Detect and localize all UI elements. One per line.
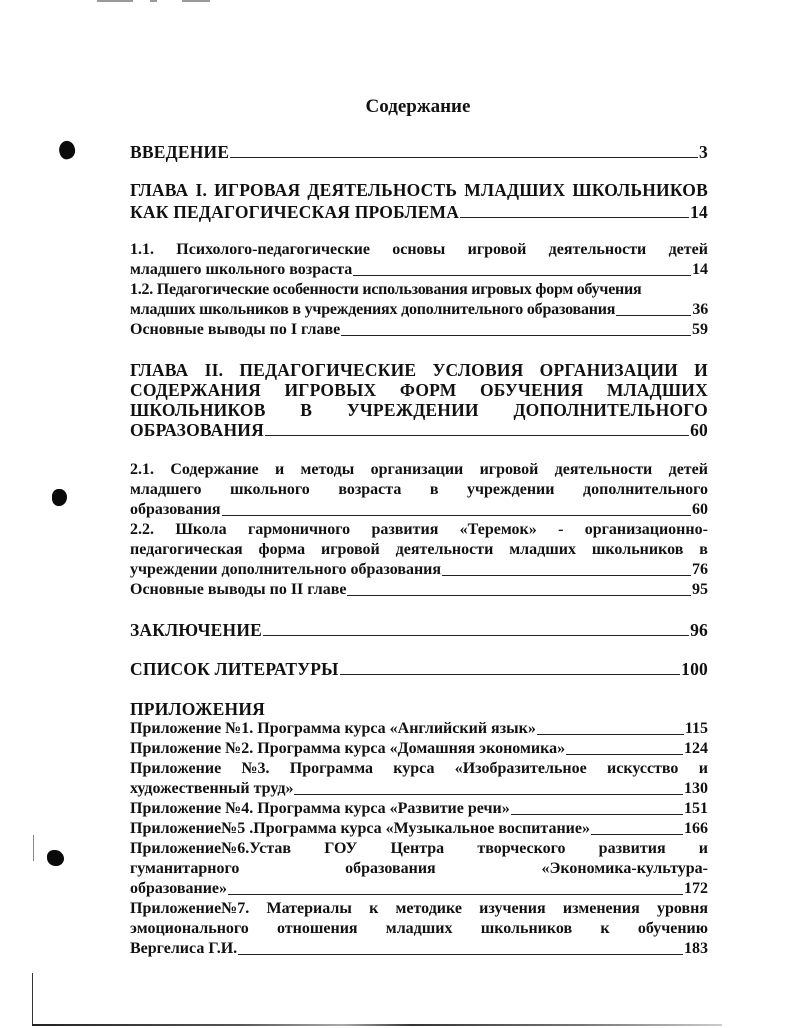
toc-section-2-2-line-1[interactable]	[130, 520, 708, 540]
toc-appendix-6-line-1[interactable]	[130, 839, 708, 859]
word: гуманитарного	[130, 860, 240, 877]
word: Школа	[175, 521, 227, 538]
page-number: 60	[690, 420, 708, 440]
toc-entry-text: ВВЕДЕНИЕ	[130, 142, 230, 162]
word: ФОРМ	[399, 380, 457, 400]
page-number: 96	[690, 620, 708, 640]
word: организационно-	[584, 521, 708, 538]
word: обучению	[637, 920, 708, 937]
word: И	[694, 360, 708, 380]
word: ШКОЛЬНИКОВ	[572, 180, 708, 200]
word: Программа	[289, 760, 373, 777]
toc-entry-text: ЗАКЛЮЧЕНИЕ	[130, 620, 263, 640]
page-number: 151	[684, 800, 708, 817]
word: ОРГАНИЗАЦИИ	[539, 360, 678, 380]
toc-appendix-3-line-1[interactable]	[130, 759, 708, 779]
page-number: 95	[692, 581, 708, 598]
toc-entry-text: художественный труд»	[130, 780, 294, 797]
page-number: 14	[692, 261, 708, 278]
page-number: 183	[684, 940, 708, 957]
leader-line	[263, 634, 689, 636]
toc-chapter-2-line-3[interactable]	[130, 400, 708, 420]
page-number: 172	[684, 880, 708, 897]
toc-entry-text: 1.2. Педагогические особенности использования игровых форм обучения	[130, 281, 642, 298]
hole-punch-mark-3	[47, 850, 64, 866]
word: и	[274, 461, 285, 478]
toc-entry-text: младшего школьного возраста	[130, 261, 353, 278]
toc-entry-text: образование»	[130, 880, 228, 897]
word: развития	[371, 521, 439, 538]
toc-chapter-2-line-2[interactable]	[130, 380, 708, 400]
toc-entry-text: Приложение №2. Программа курса «Домашняя экономика»	[130, 740, 566, 757]
toc-appendix-6-line-3[interactable]	[130, 879, 708, 899]
word: 1.1.	[130, 241, 154, 258]
leader-line	[347, 594, 691, 596]
toc-appendix-3-line-2[interactable]	[130, 779, 708, 799]
toc-section-2-1-line-2[interactable]	[130, 480, 708, 500]
word: школьного	[229, 481, 310, 498]
leader-line	[230, 156, 698, 158]
toc-entry-text: Основные выводы по II главе	[130, 581, 347, 598]
toc-entry-text: учреждении дополнительного образования	[130, 561, 442, 578]
word: младших	[509, 541, 576, 558]
word: ГЛАВА	[130, 180, 189, 200]
word: Содержание	[170, 461, 259, 478]
word: игровой	[479, 461, 539, 478]
word: Приложение№6.Устав	[130, 840, 292, 857]
leader-line	[591, 833, 683, 835]
word: Психолого-педагогические	[176, 241, 370, 258]
word: деятельности	[548, 241, 647, 258]
toc-section-1-1-line-2[interactable]	[130, 260, 708, 280]
toc-entry-references[interactable]	[130, 659, 708, 679]
word: гармоничного	[247, 521, 351, 538]
word: УСЛОВИЯ	[432, 360, 524, 380]
toc-entry-text: младших школьников в учреждениях дополнительного образования	[130, 301, 616, 318]
leader-line	[340, 673, 681, 675]
word: МЛАДШИХ	[464, 180, 566, 200]
word: и	[698, 840, 708, 857]
word: «Теремок»	[459, 521, 537, 538]
word: методике	[395, 900, 462, 917]
leader-line	[238, 953, 683, 955]
word: и	[698, 760, 708, 777]
word: I.	[195, 180, 208, 200]
word: детей	[668, 461, 708, 478]
word: Материалы	[266, 900, 352, 917]
page-number: 166	[684, 820, 708, 837]
toc-appendix-6-line-2[interactable]	[130, 859, 708, 879]
word: «Изобразительное	[454, 760, 587, 777]
word: игровой	[467, 241, 527, 258]
word: возраста	[338, 481, 402, 498]
word: МЛАДШИХ	[606, 380, 708, 400]
section-heading: ПРИЛОЖЕНИЯ	[130, 699, 265, 719]
scan-artifact-tick	[33, 835, 34, 861]
word: уровня	[656, 900, 708, 917]
word: эмоционального	[130, 920, 249, 937]
word: методы	[300, 461, 355, 478]
toc-entry-text: КАК ПЕДАГОГИЧЕСКАЯ ПРОБЛЕМА	[130, 202, 460, 222]
word: 2.1.	[130, 461, 154, 478]
word: СОДЕРЖАНИЯ	[130, 380, 261, 400]
word: УЧРЕЖДЕНИИ	[346, 400, 479, 420]
toc-appendix-4[interactable]	[130, 799, 708, 819]
toc-entry-intro[interactable]	[130, 142, 708, 162]
word: учреждении	[467, 481, 555, 498]
word: изучения	[479, 900, 546, 917]
word: младшего	[130, 481, 202, 498]
hole-punch-mark-1	[56, 139, 77, 161]
leader-line	[341, 334, 691, 336]
scan-artifact-top-2	[150, 0, 157, 2]
word: детей	[668, 241, 708, 258]
hole-punch-mark-2	[52, 489, 67, 506]
word: ШКОЛЬНИКОВ	[130, 400, 266, 420]
leader-line	[616, 314, 691, 316]
word: образования	[345, 860, 436, 877]
word: курса	[393, 760, 435, 777]
toc-chapter-2-conclusions[interactable]	[130, 580, 708, 600]
word: ИГРОВЫХ	[284, 380, 377, 400]
word: ОБУЧЕНИЯ	[479, 380, 584, 400]
leader-line	[460, 216, 689, 218]
leader-line	[442, 574, 691, 576]
toc-section-2-2-line-3[interactable]	[130, 560, 708, 580]
toc-entry-conclusion[interactable]	[130, 620, 708, 640]
leader-line	[265, 434, 689, 436]
page-number: 130	[684, 780, 708, 797]
toc-appendix-2[interactable]	[130, 739, 708, 759]
page-number: 59	[692, 321, 708, 338]
page-number: 36	[692, 301, 708, 318]
word: игровой	[321, 541, 380, 558]
toc-section-1-2-line-2[interactable]	[130, 300, 708, 320]
word: искусство	[607, 760, 679, 777]
toc-entry-text: Приложение№5 .Программа курса «Музыкальное воспитание»	[130, 820, 590, 837]
word: «Экономика-культура-	[541, 860, 708, 877]
word: школьников	[480, 920, 573, 937]
word: В	[300, 400, 313, 420]
toc-appendix-7-line-2[interactable]	[130, 919, 708, 939]
word: ДЕЯТЕЛЬНОСТЬ	[307, 180, 458, 200]
leader-line	[537, 733, 684, 735]
word: деятельности	[554, 461, 653, 478]
toc-section-1-1-line-1[interactable]	[130, 240, 708, 260]
toc-appendices-heading	[130, 699, 708, 719]
word: развития	[598, 840, 666, 857]
word: в	[699, 541, 708, 558]
toc-chapter-2-line-4[interactable]	[130, 420, 708, 440]
word: ИГРОВАЯ	[214, 180, 301, 200]
word: школьников	[591, 541, 684, 558]
toc-appendix-7-line-1[interactable]	[130, 899, 708, 919]
toc-entry-text: Приложение №4. Программа курса «Развитие речи»	[130, 800, 510, 817]
leader-line	[294, 793, 683, 795]
page-number: 76	[692, 561, 708, 578]
scan-artifact-top-3	[182, 0, 210, 2]
toc-entry-text: ОБРАЗОВАНИЯ	[130, 420, 264, 440]
page-number: 124	[684, 740, 708, 757]
word: №3.	[241, 760, 270, 777]
page-number: 115	[684, 720, 708, 737]
toc-entry-text: образования	[130, 501, 221, 518]
page-number: 100	[681, 659, 708, 679]
leader-line	[511, 813, 683, 815]
toc-entry-text: СПИСОК ЛИТЕРАТУРЫ	[130, 659, 339, 679]
word: деятельности	[395, 541, 494, 558]
word: творческого	[477, 840, 566, 857]
toc-entry-text: Вергелиса Г.И.	[130, 940, 238, 957]
toc-entry-text: Приложение №1. Программа курса «Английский язык»	[130, 720, 536, 737]
toc-section-2-1-line-1[interactable]	[130, 460, 708, 480]
page-number: 60	[692, 501, 708, 518]
toc-chapter-1-line-2[interactable]	[130, 202, 708, 222]
toc-entry-text: Основные выводы по I главе	[130, 321, 341, 338]
toc-section-2-2-line-2[interactable]	[130, 540, 708, 560]
word: -	[558, 521, 564, 538]
word: II.	[204, 360, 224, 380]
page-frame-left	[32, 973, 33, 1025]
leader-line	[228, 893, 683, 895]
word: ГЛАВА	[130, 360, 189, 380]
word: ПЕДАГОГИЧЕСКИЕ	[239, 360, 417, 380]
toc-section-2-1-line-3[interactable]	[130, 500, 708, 520]
leader-line	[222, 514, 691, 516]
word: 2.2.	[130, 521, 154, 538]
word: в	[429, 481, 439, 498]
word: младших	[385, 920, 453, 937]
page-frame-bottom	[32, 1024, 722, 1026]
leader-line	[566, 753, 683, 755]
word: дополнительного	[583, 481, 708, 498]
word: Приложение	[130, 760, 222, 777]
word: организации	[370, 461, 464, 478]
toc-section-1-2-line-1[interactable]	[130, 280, 708, 300]
toc-appendix-7-line-3[interactable]	[130, 939, 708, 959]
word: педагогическая	[130, 541, 243, 558]
word: к	[600, 920, 610, 937]
word: к	[369, 900, 379, 917]
word: ГОУ	[324, 840, 358, 857]
word: Приложение№7.	[130, 900, 250, 917]
leader-line	[353, 274, 691, 276]
toc-chapter-1-conclusions[interactable]	[130, 320, 708, 340]
word: основы	[392, 241, 446, 258]
scan-artifact-top-1	[97, 0, 133, 2]
toc-appendix-1[interactable]	[130, 719, 708, 739]
page-title: Содержание	[365, 96, 471, 117]
toc-chapter-1-line-1[interactable]	[130, 180, 708, 200]
word: форма	[258, 541, 306, 558]
word: ДОПОЛНИТЕЛЬНОГО	[513, 400, 708, 420]
word: Центра	[390, 840, 445, 857]
page-number: 3	[699, 142, 708, 162]
page-number: 14	[690, 202, 708, 222]
word: отношения	[277, 920, 358, 937]
toc-appendix-5[interactable]	[130, 819, 708, 839]
word: изменения	[562, 900, 640, 917]
toc-chapter-2-line-1[interactable]	[130, 360, 708, 380]
